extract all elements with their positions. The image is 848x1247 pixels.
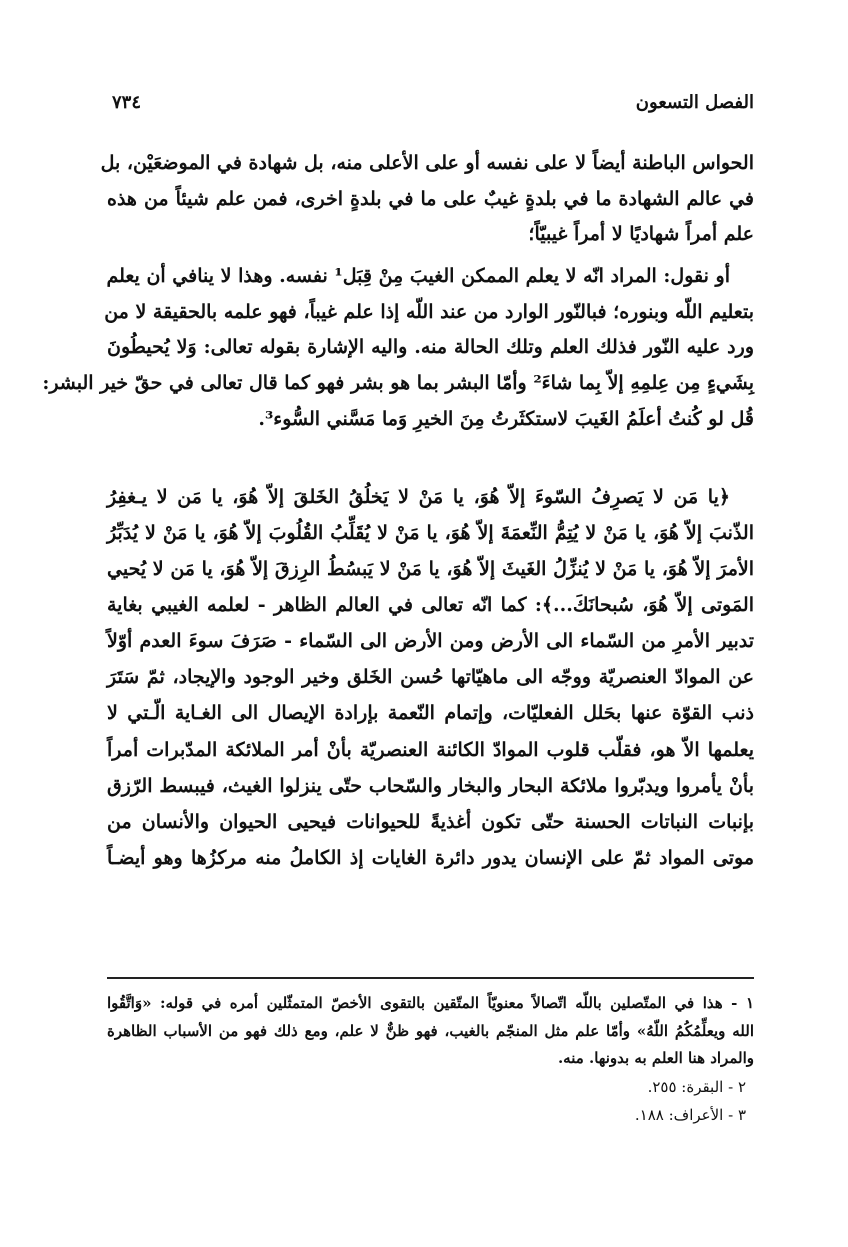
footnote-line: ١ - هذا في المتّصلين باللّه اتّصالاً معنويّاً المتّقين بالتقوى الأخصّ المتمثّلين أمره في قوله: «وَاتَّقُوا xyxy=(107,994,754,1012)
text-line: ورد عليه النّور فذلك العلم وتلك الحالة منه. واليه الإشارة بقوله تعالى: وَلا يُحيطُونَ xyxy=(107,336,754,358)
text-line: المَوتى إلاّ هُوَ، سُبحانَكَ...﴾: كما انّه تعالى في العالم الظاهر - لعلمه الغيبي بغاية xyxy=(107,594,754,616)
text-line: علم أمراً شهاديًا لا أمراً غيبيّاً؛ xyxy=(528,223,754,245)
text-line: قُل لو كُنتُ أعلَمُ الغَيبَ لاستكثَرتُ مِنَ الخيرِ وَما مَسَّني السُّوء³. xyxy=(258,408,754,430)
text-line: يعلمها الاّ هو، فقلّب قلوب الموادّ الكائنة العنصريّة بأنْ أمر الملائكة المدّبرات أمراً xyxy=(107,739,754,761)
footnote-line: الله ويعلِّمُكُمُ اللّهُ» وأمّا علم مثل المنجّم بالغيب، فهو ظنٌّ لا علم، ومع ذلك فهو من الأسباب الظاهرة xyxy=(107,1022,754,1040)
chapter-title: الفصل التسعون xyxy=(635,92,754,113)
text-line: ﴿يا مَن لا يَصرِفُ السّوءَ إلاّ هُوَ، يا مَنْ لا يَخلُقُ الخَلقَ إلاّ هُوَ، يا مَن لا يـغفِرُ xyxy=(107,486,730,508)
text-line: في عالم الشهادة ما في بلدةٍ غيبٌ على ما في بلدةٍ اخرى، فمن علم شيئاً من هذه xyxy=(107,188,754,210)
footnote-line: ٣ - الأعراف: ١٨٨. xyxy=(634,1106,746,1124)
text-line: الأمرَ إلاّ هُوَ، يا مَنْ لا يُنزِّلُ الغَيثَ إلاّ هُوَ، يا مَنْ لا يَبسُطُ الرِزقَ إلاّ هُوَ، يا مَن لا يُحيي xyxy=(107,558,754,580)
text-line: بأنْ يأمروا ويدبّروا ملائكة البحار والبخار والسّحاب حتّى ينزلوا الغيث، فيبسط الرّزق xyxy=(107,775,754,797)
text-line: بإنبات النباتات الحسنة حتّى تكون أغذيةً للحيوانات فيحيى الحيوان والأنسان من xyxy=(107,811,754,833)
footnote-line: ٢ - البقرة: ٢٥٥. xyxy=(647,1078,746,1096)
text-line: ذنب القوّة عنها بحَلل الفعليّات، وإتمام النّعمة بإرادة الإيصال الى الغـاية الّـتي لا xyxy=(107,702,754,724)
footnote-divider xyxy=(107,977,754,979)
text-line: عن الموادّ العنصريّة ووجّه الى ماهيّاتها حُسن الخَلق وخير الوجود والإيجاد، ثمّ سَتَرَ xyxy=(107,666,754,688)
text-line: الذّنبَ إلاّ هُوَ، يا مَنْ لا يُتِمُّ النِّعمَةَ إلاّ هُوَ، يا مَنْ لا يُقَلِّبُ القُلُوبَ إلاّ هُوَ، يا مَنْ لا يُدَبِّرُ xyxy=(107,522,754,544)
text-line: موتى المواد ثمّ على الإنسان يدور دائرة الغايات إذ الكاملُ منه مركزُها وهو أيضـاً xyxy=(107,847,754,869)
text-line: بتعليم اللّه وبنوره؛ فبالنّور الوارد من عند اللّه إذا علم غيباً، فهو علمه بالحقيقة لا من xyxy=(104,301,754,323)
text-line: بِشَيءٍ مِن عِلمِهِ إلاّ بِما شاءَ² وأمّا البشر بما هو بشر فهو كما قال تعالى في حقّ خير البشر: xyxy=(42,372,754,394)
text-line: الحواس الباطنة أيضاً لا على نفسه أو على الأعلى منه، بل شهادة في الموضعَيْن، بل xyxy=(100,152,754,174)
text-line: أو نقول: المراد انّه لا يعلم الممكن الغيبَ مِنْ قِبَل¹ نفسه. وهذا لا ينافي أن يعلم xyxy=(106,265,730,287)
page-number: ٧٣٤ xyxy=(112,92,142,113)
text-line: تدبير الأمرِ من السّماء الى الأرض ومن الأرض الى السّماء - صَرَفَ سوءَ العدم أوّلاً xyxy=(107,630,754,652)
footnote-line: والمراد هنا العلم به بدونها. منه. xyxy=(557,1049,754,1067)
